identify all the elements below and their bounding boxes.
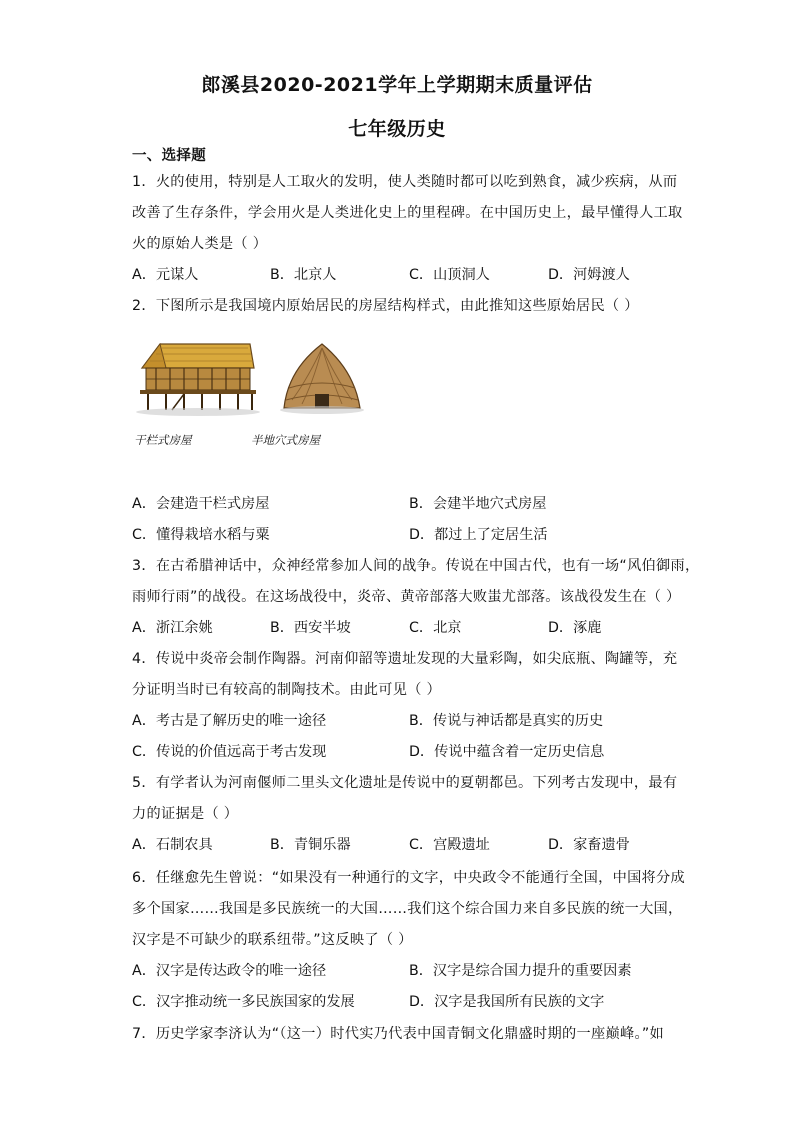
caption-stilt-house: 干栏式房屋 [134, 433, 192, 447]
q3-option-c: C．北京 [409, 620, 462, 636]
q6-line-1: 6．任继愈先生曾说：“如果没有一种通行的文字，中央政令不能通行全国，中国将分成 [132, 870, 686, 886]
q2-option-d: D．都过上了定居生活 [409, 527, 548, 543]
q4-option-c: C．传说的价值远高于考古发现 [132, 744, 327, 760]
q6-line-2: 多个国家……我国是多民族统一的大国……我们这个综合国力来自多民族的统一大国， [132, 901, 683, 917]
q4-line-1: 4．传说中炎帝会制作陶器。河南仰韶等遗址发现的大量彩陶，如尖底瓶、陶罐等，充 [132, 651, 678, 667]
q3-option-b: B．西安半坡 [270, 620, 351, 636]
q1-option-c: C．山顶洞人 [409, 267, 490, 283]
q3-line-1: 3．在古希腊神话中，众神经常参加人间的战争。传说在中国古代，也有一场“风伯御雨， [132, 558, 700, 574]
exam-title: 郎溪县2020-2021学年上学期期末质量评估 [201, 74, 593, 96]
q6-option-c: C．汉字推动统一多民族国家的发展 [132, 994, 355, 1010]
q1-line-3: 火的原始人类是（ ） [132, 236, 268, 252]
q5-line-1: 5．有学者认为河南偃师二里头文化遗址是传说中的夏朝都邑。下列考古发现中，最有 [132, 775, 678, 791]
q1-line-2: 改善了生存条件，学会用火是人类进化史上的里程碑。在中国历史上，最早懂得人工取 [132, 205, 683, 221]
q5-line-2: 力的证据是（ ） [132, 806, 239, 822]
q6-option-d: D．汉字是我国所有民族的文字 [409, 994, 605, 1010]
q5-option-b: B．青铜乐器 [270, 837, 351, 853]
q4-option-d: D．传说中蕴含着一定历史信息 [409, 744, 605, 760]
q5-option-d: D．家畜遗骨 [548, 837, 630, 853]
q1-line-1: 1．火的使用，特别是人工取火的发明，使人类随时都可以吃到熟食，减少疾病，从而 [132, 174, 678, 190]
caption-pit-house: 半地穴式房屋 [251, 433, 320, 447]
q6-option-a: A．汉字是传达政令的唯一途径 [132, 963, 327, 979]
q2-option-b: B．会建半地穴式房屋 [409, 496, 547, 512]
house-figures [132, 340, 372, 420]
q3-option-d: D．涿鹿 [548, 620, 602, 636]
q6-line-3: 汉字是不可缺少的联系纽带。”这反映了（ ） [132, 932, 413, 948]
q1-option-b: B．北京人 [270, 267, 337, 283]
exam-subtitle: 七年级历史 [348, 118, 446, 140]
q3-option-a: A．浙江余姚 [132, 620, 213, 636]
q4-line-2: 分证明当时已有较高的制陶技术。由此可见（ ） [132, 682, 442, 698]
q7-line-1: 7．历史学家李济认为“（这一）时代实乃代表中国青铜文化鼎盛时期的一座巅峰。”如 [132, 1026, 664, 1042]
section-heading: 一、选择题 [132, 148, 206, 164]
q1-option-d: D．河姆渡人 [548, 267, 630, 283]
q5-option-c: C．宫殿遗址 [409, 837, 490, 853]
q2-line-1: 2．下图所示是我国境内原始居民的房屋结构样式，由此推知这些原始居民（ ） [132, 298, 639, 314]
q1-option-a: A．元谋人 [132, 267, 199, 283]
q5-option-a: A．石制农具 [132, 837, 213, 853]
q2-option-a: A．会建造干栏式房屋 [132, 496, 270, 512]
q2-option-c: C．懂得栽培水稻与粟 [132, 527, 270, 543]
pit-house-image [280, 344, 364, 414]
stilt-house-image [136, 344, 260, 416]
q4-option-b: B．传说与神话都是真实的历史 [409, 713, 604, 729]
q6-option-b: B．汉字是综合国力提升的重要因素 [409, 963, 632, 979]
q3-line-2: 雨师行雨”的战役。在这场战役中，炎帝、黄帝部落大败蚩尤部落。该战役发生在（ ） [132, 589, 681, 605]
q4-option-a: A．考古是了解历史的唯一途径 [132, 713, 327, 729]
